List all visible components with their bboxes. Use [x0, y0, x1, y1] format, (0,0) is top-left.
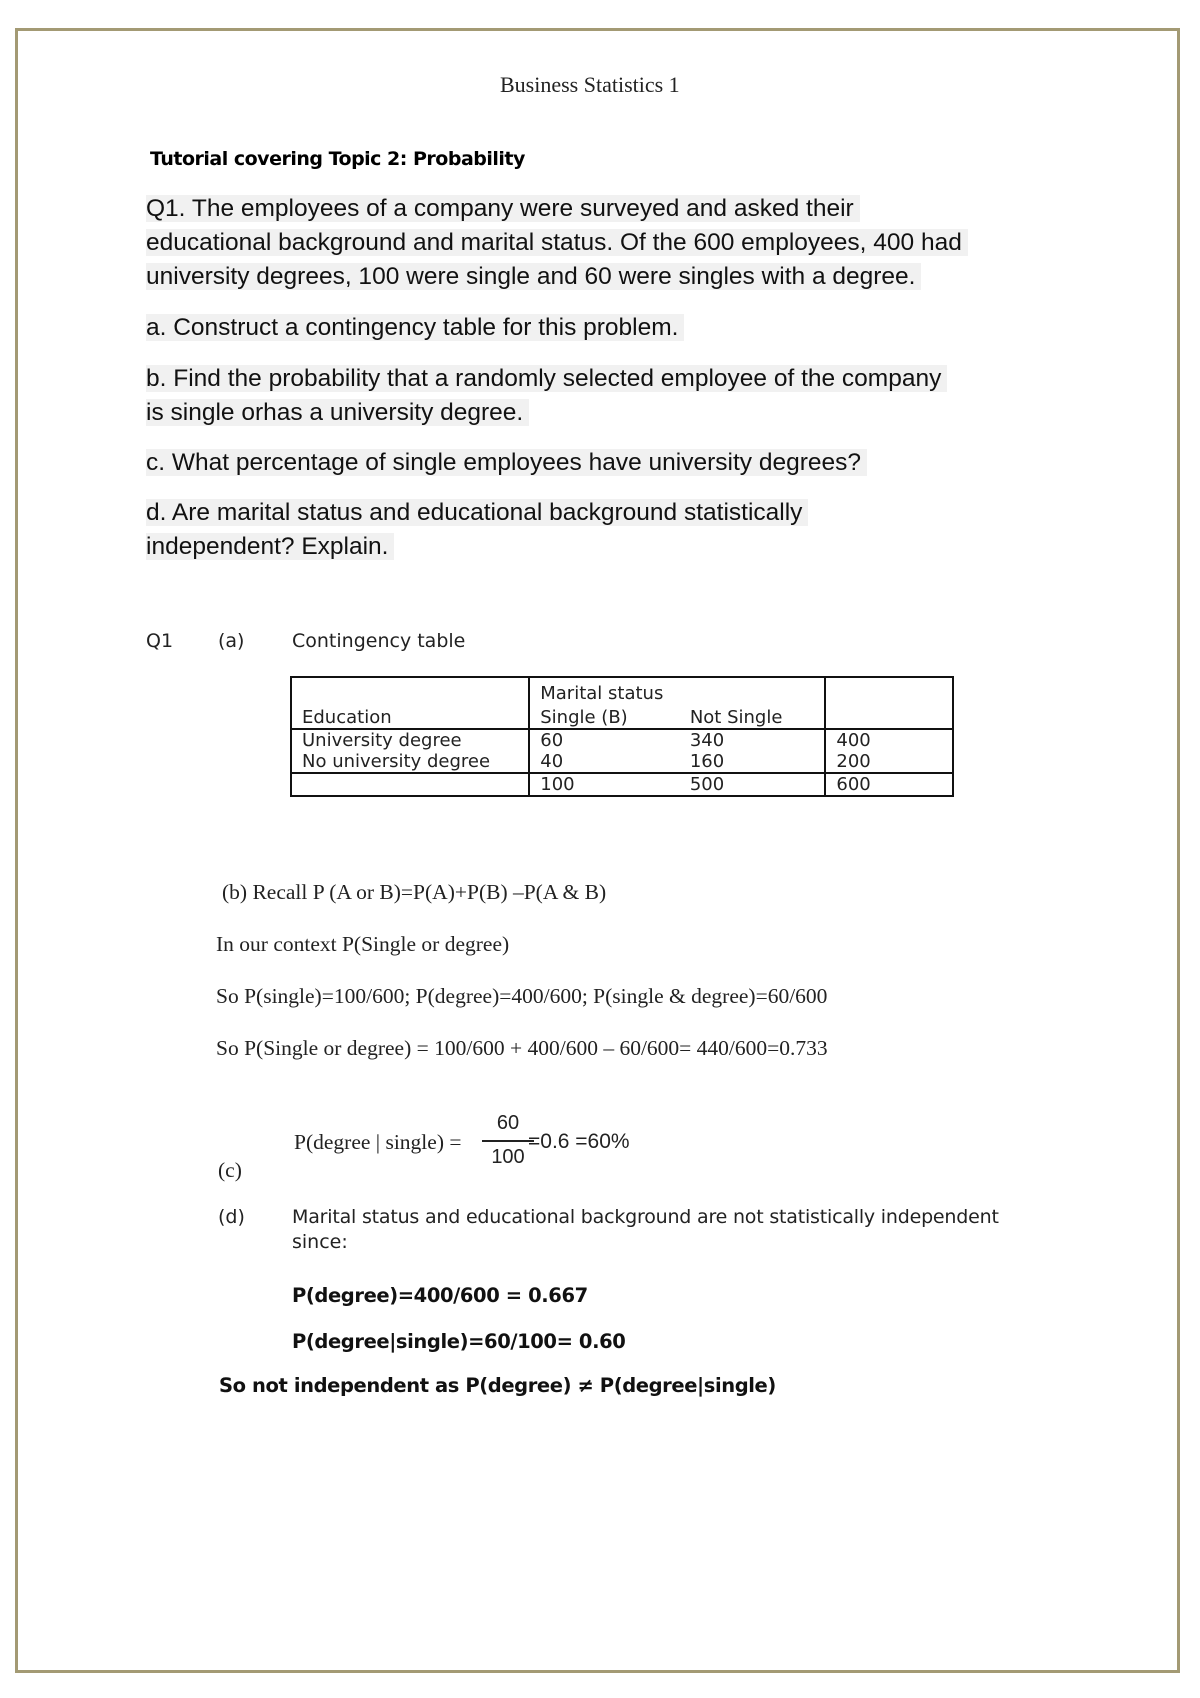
question-part-d-line-2: independent? Explain. — [146, 533, 394, 560]
table-cell: 500 — [680, 773, 826, 796]
answer-c-lhs: P(degree | single) = — [294, 1130, 462, 1154]
answer-b-line-1: (b) Recall P (A or B)=P(A)+P(B) –P(A & B) — [222, 880, 607, 904]
question-line-2: educational background and marital status. Of the 600 employees, 400 had — [146, 229, 968, 256]
question-part-c — [146, 446, 867, 480]
question-part-b-line-2: is single orhas a university degree. — [146, 399, 529, 426]
answer-q-label: Q1 — [146, 630, 174, 652]
table-cell: 600 — [825, 773, 953, 796]
answer-d-calc-1: P(degree)=400/600 = 0.667 — [292, 1284, 588, 1307]
table-row — [291, 751, 953, 773]
table-row — [291, 729, 953, 751]
answer-conclusion: So not independent as P(degree) ≠ P(degree|single) — [219, 1374, 776, 1397]
answer-c-numerator: 60 — [496, 1112, 520, 1134]
question-part-d — [146, 496, 808, 564]
question-part-b-line-1: b. Find the probability that a randomly selected employee of the company — [146, 365, 947, 392]
question-part-a — [146, 311, 684, 345]
table-totals-row — [291, 773, 953, 796]
table-group-header: Marital status — [529, 677, 825, 704]
table-cell: 160 — [680, 751, 826, 773]
fraction-bar — [482, 1140, 534, 1142]
question-part-c-text: c. What percentage of single employees have university degrees? — [146, 449, 867, 476]
answer-b-line-4: So P(Single or degree) = 100/600 + 400/600 – 60/600= 440/600=0.733 — [216, 1036, 828, 1060]
table-cell: No university degree — [291, 751, 529, 773]
table-cell: 340 — [680, 729, 826, 751]
answer-c-denominator: 100 — [491, 1146, 525, 1168]
answer-c-label: (c) — [218, 1158, 242, 1182]
table-header-row — [291, 677, 953, 704]
table-cell: 40 — [529, 751, 680, 773]
table-cell: 200 — [825, 751, 953, 773]
table-header-education: Education — [291, 677, 529, 729]
table-header-total — [825, 677, 953, 729]
table-header-single: Single (B) — [529, 704, 680, 729]
table-cell: 60 — [529, 729, 680, 751]
question-text — [146, 192, 968, 294]
page-header: Business Statistics 1 — [500, 72, 680, 97]
table-cell: 100 — [529, 773, 680, 796]
answer-d-label: (d) — [218, 1206, 245, 1228]
table-cell: University degree — [291, 729, 529, 751]
table-cell: 400 — [825, 729, 953, 751]
contingency-table — [290, 676, 954, 797]
question-part-a-text: a. Construct a contingency table for this problem. — [146, 314, 684, 341]
question-line-1: Q1. The employees of a company were surveyed and asked their — [146, 195, 860, 222]
question-line-3: university degrees, 100 were single and 60 were singles with a degree. — [146, 263, 921, 290]
answer-c-rhs: =0.6 =60% — [528, 1130, 630, 1153]
answer-a-title: Contingency table — [292, 630, 466, 652]
answer-b-line-2: In our context P(Single or degree) — [216, 932, 510, 956]
answer-a-label: (a) — [218, 630, 245, 652]
answer-b-line-3: So P(single)=100/600; P(degree)=400/600; P(single & degree)=60/600 — [216, 984, 828, 1008]
table-cell — [291, 773, 529, 796]
answer-d-calc-2: P(degree|single)=60/100= 0.60 — [292, 1330, 626, 1353]
answer-d-line-2: since: — [292, 1231, 348, 1253]
table-header-not-single: Not Single — [680, 704, 826, 729]
answer-d-line-1: Marital status and educational background are not statistically independent — [292, 1206, 999, 1228]
question-part-d-line-1: d. Are marital status and educational background statistically — [146, 499, 808, 526]
tutorial-subtitle: Tutorial covering Topic 2: Probability — [150, 148, 525, 170]
question-part-b — [146, 362, 947, 430]
